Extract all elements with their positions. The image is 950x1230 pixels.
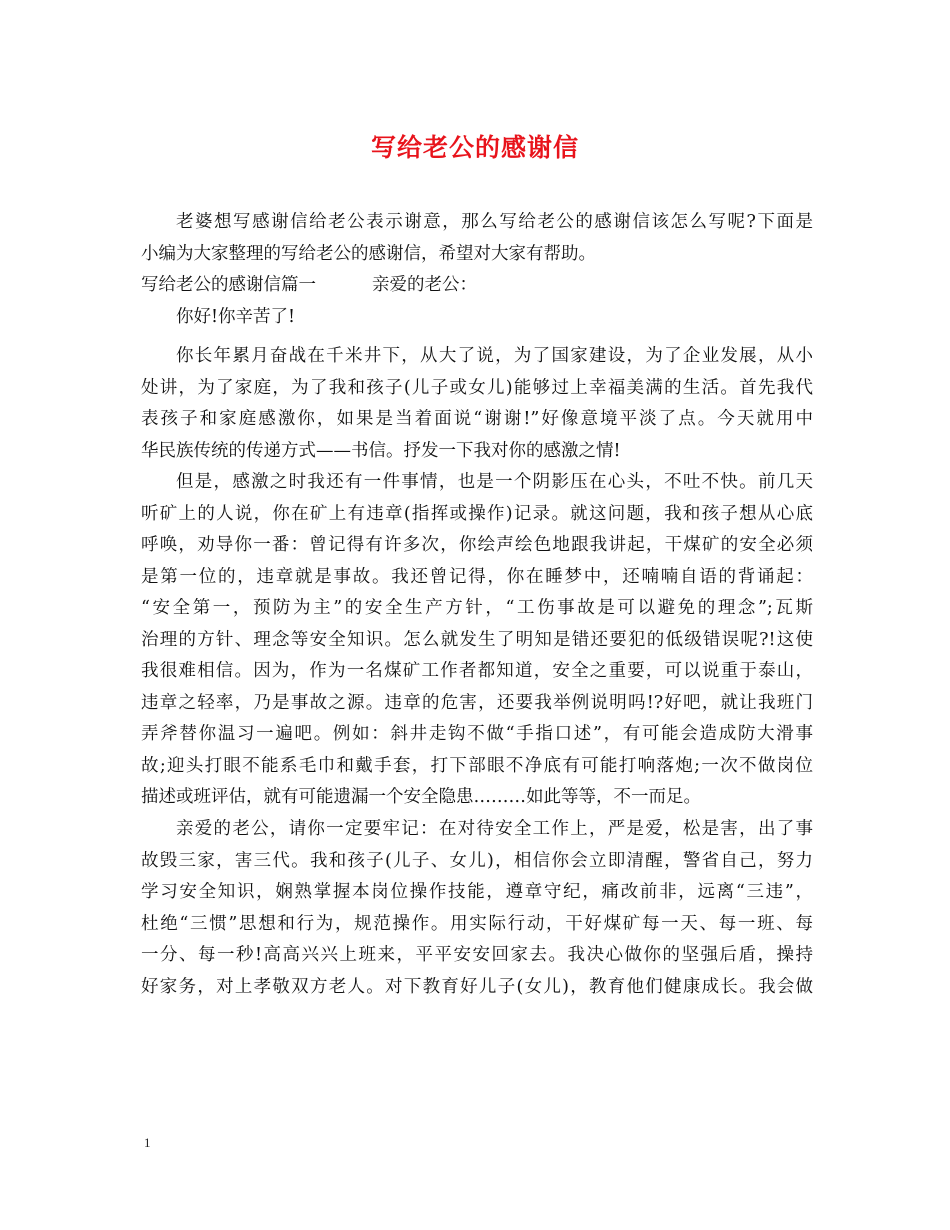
text-line: 处讲，为了家庭，为了我和孩子(儿子或女儿)能够过上幸福美满的生活。首先我代	[141, 377, 813, 398]
page-number: 1	[144, 1135, 151, 1150]
text-line: 故毁三家，害三代。我和孩子(儿子、女儿)，相信你会立即清醒，警省自己，努力	[141, 850, 813, 871]
section-heading-line	[141, 270, 813, 302]
text-line: 故;迎头打眼不能系毛巾和戴手套，打下部眼不净底有可能打响落炮;一次不做岗位	[141, 755, 813, 776]
text-line: 杜绝“三惯”思想和行为，规范操作。用实际行动，干好煤矿每一天、每一班、每	[141, 913, 813, 934]
text-line: 你长年累月奋战在千米井下，从大了说，为了国家建设，为了企业发展，从小	[176, 346, 813, 366]
paragraph-3	[141, 814, 813, 1003]
text-line: 听矿上的人说，你在矿上有违章(指挥或操作)记录。就这问题，我和孩子想从心底	[141, 503, 813, 524]
section-label: 写给老公的感谢信篇一	[141, 275, 316, 295]
text-line: 老婆想写感谢信给老公表示谢意，那么写给老公的感谢信该怎么写呢?下面是	[176, 212, 813, 232]
text-line: 描述或班评估，就有可能遗漏一个安全隐患………如此等等，不一而足。	[141, 787, 701, 807]
text-line: 治理的方针、理念等安全知识。怎么就发生了明知是错还要犯的低级错误呢?!这使	[141, 629, 813, 650]
text-line: “安全第一，预防为主”的安全生产方针，“工伤事故是可以避免的理念”;瓦斯	[141, 598, 813, 618]
document-title: 写给老公的感谢信	[370, 133, 579, 162]
text-line: 弄斧替你温习一遍吧。例如：斜井走钩不做“手指口述”，有可能会造成防大滑事	[141, 724, 813, 744]
text-line: 表孩子和家庭感激你，如果是当着面说“谢谢!”好像意境平淡了点。今天就用中	[141, 409, 813, 429]
intro-paragraph	[141, 207, 813, 333]
text-line: 是第一位的，违章就是事故。我还曾记得，你在睡梦中，还喃喃自语的背诵起：	[141, 566, 813, 587]
salutation: 亲爱的老公：	[372, 275, 477, 295]
text-line: 亲爱的老公，请你一定要牢记：在对待安全工作上，严是爱，松是害，出了事	[176, 819, 813, 839]
text-line: 违章之轻率，乃是事故之源。违章的危害，还要我举例说明吗!?好吧，就让我班门	[141, 692, 813, 713]
greeting: 你好!你辛苦了!	[176, 306, 296, 327]
paragraph-1	[141, 341, 813, 467]
paragraph-2	[141, 467, 813, 814]
text-line: 一分、每一秒!高高兴兴上班来，平平安安回家去。我决心做你的坚强后盾，操持	[141, 945, 813, 965]
text-line: 我很难相信。因为，作为一名煤矿工作者都知道，安全之重要，可以说重于泰山，	[141, 661, 813, 681]
text-line: 学习安全知识，娴熟掌握本岗位操作技能，遵章守纪，痛改前非，远离“三违”，	[141, 882, 813, 902]
text-line: 小编为大家整理的写给老公的感谢信，希望对大家有帮助。	[141, 243, 596, 264]
text-line: 呼唤，劝导你一番：曾记得有许多次，你绘声绘色地跟我讲起，干煤矿的安全必须	[141, 535, 813, 555]
text-line: 但是，感激之时我还有一件事情，也是一个阴影压在心头，不吐不快。前几天	[176, 472, 813, 492]
text-line: 华民族传统的传递方式——书信。抒发一下我对你的感激之情!	[141, 440, 621, 461]
text-line: 好家务，对上孝敬双方老人。对下教育好儿子(女儿)，教育他们健康成长。我会做	[141, 976, 813, 997]
